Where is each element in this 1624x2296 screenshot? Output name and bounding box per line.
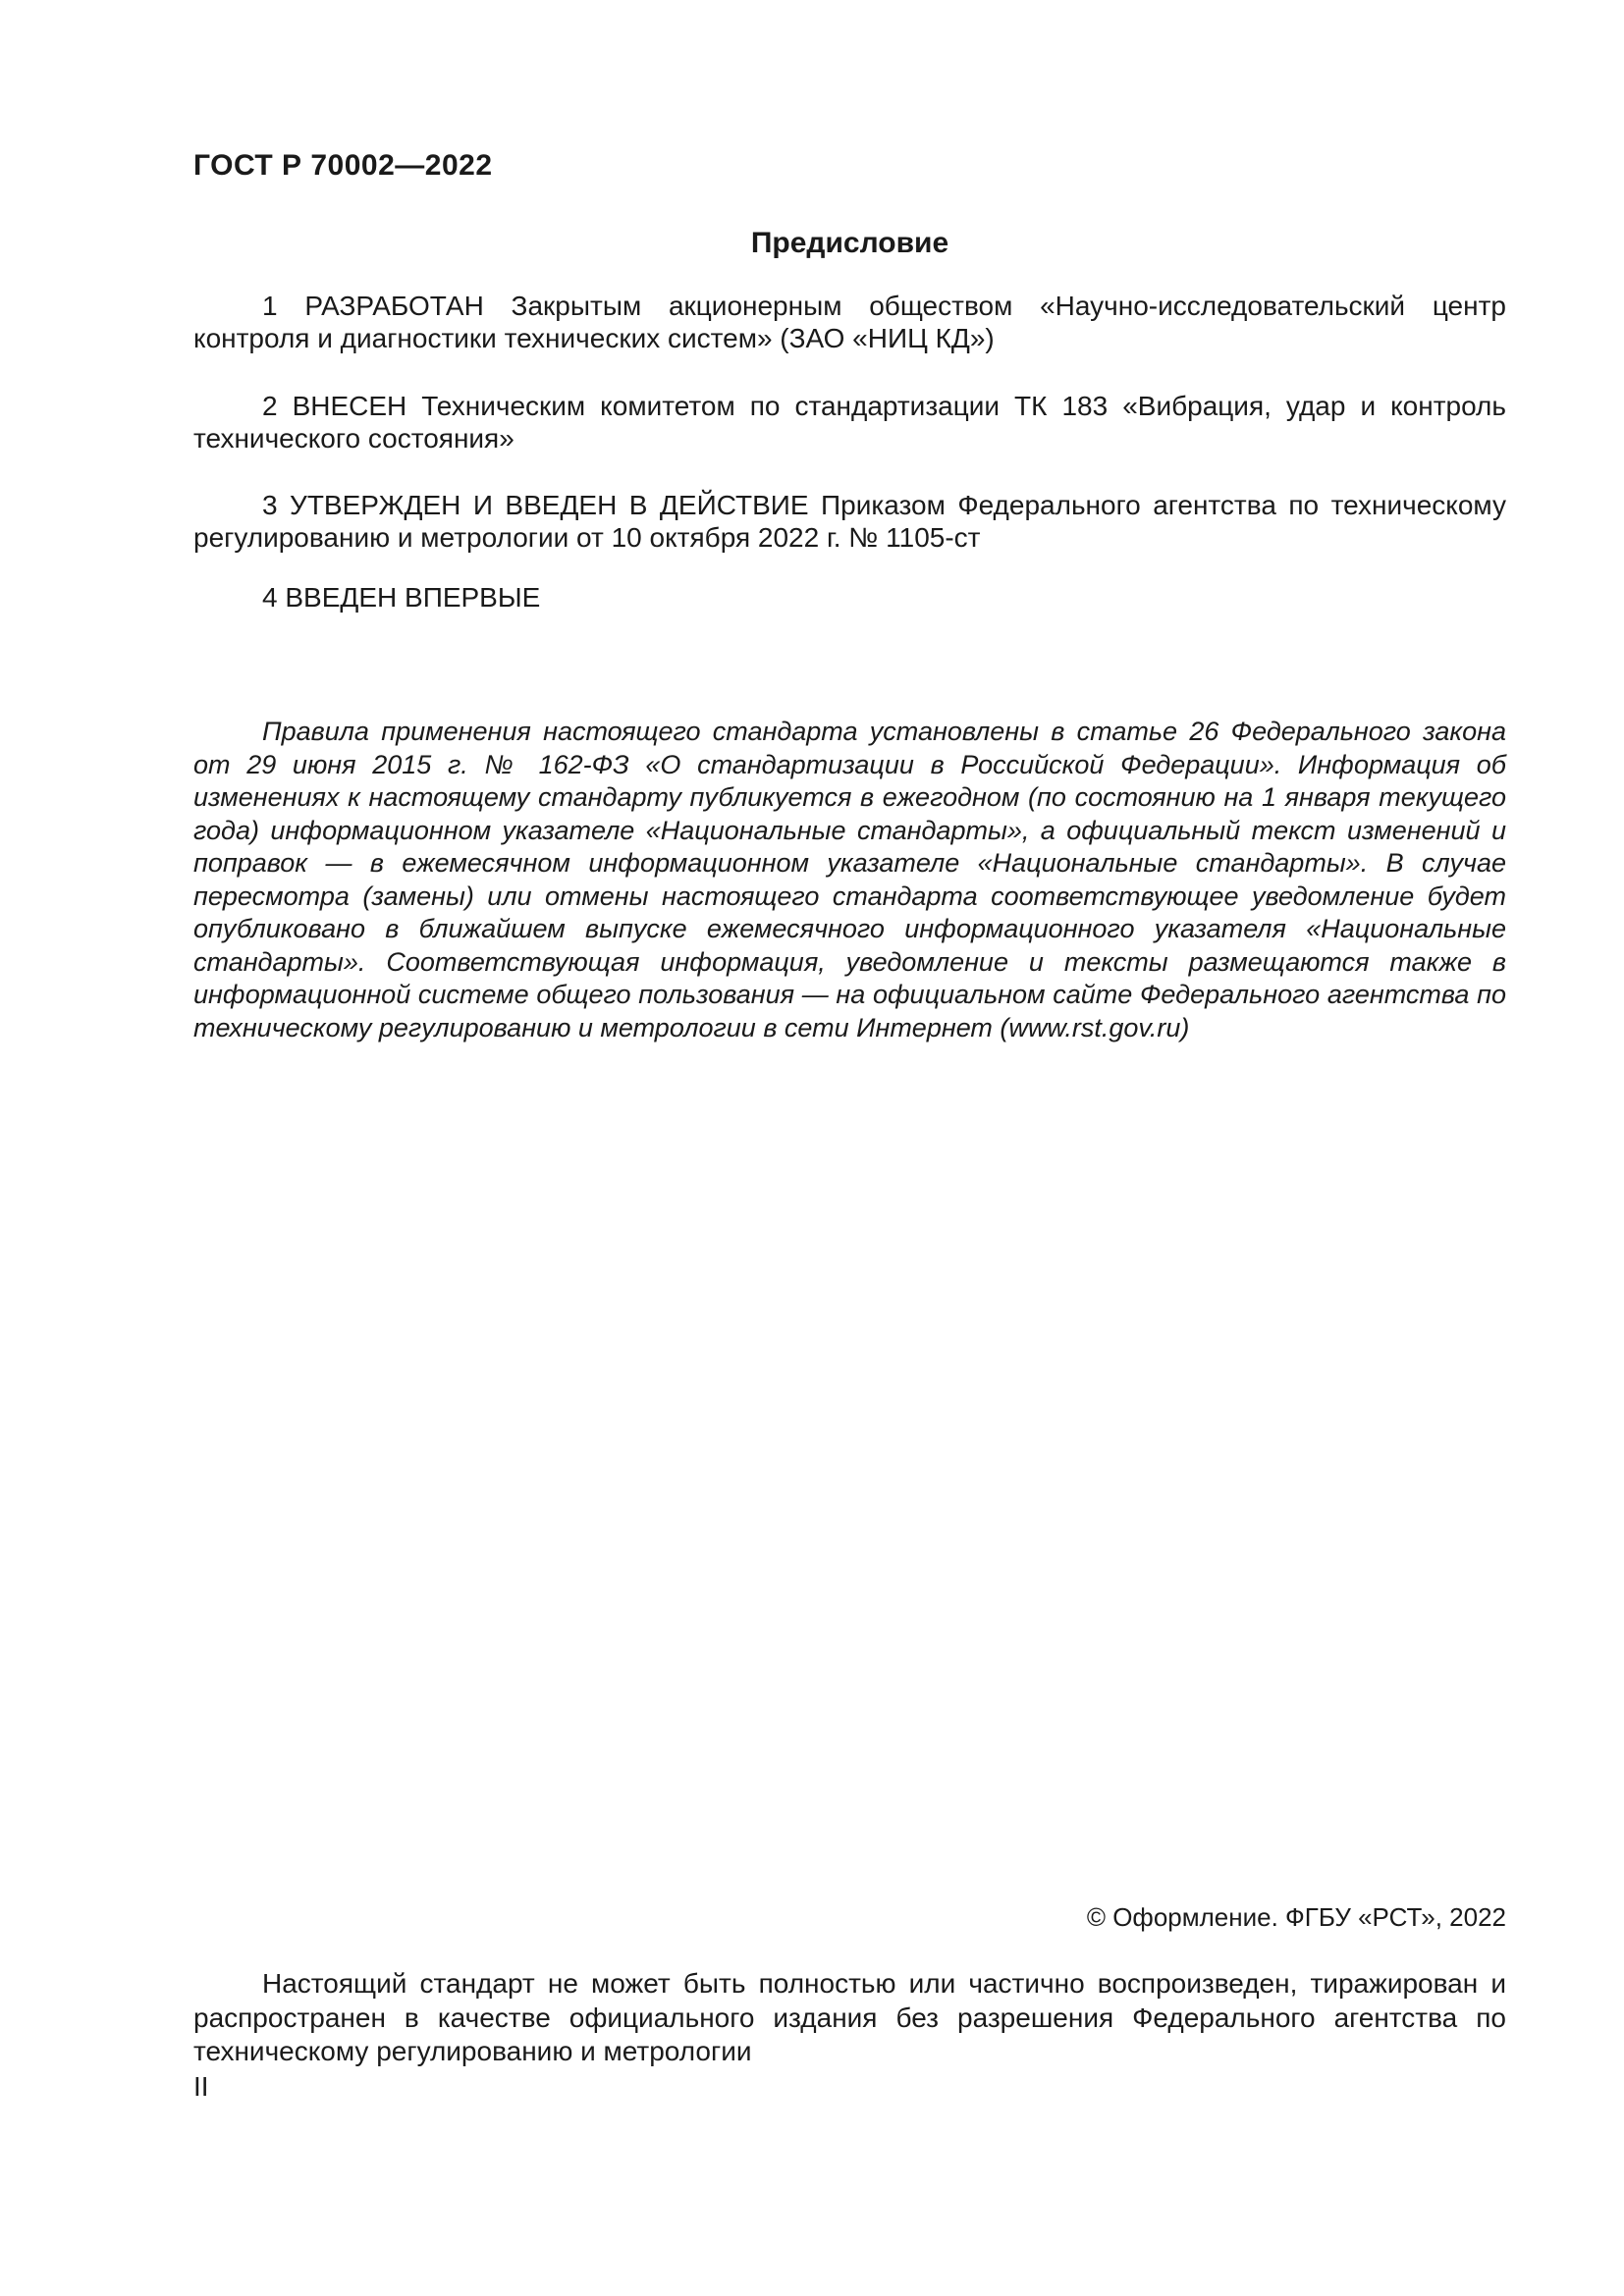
clause-first-introduced: 4 ВВЕДЕН ВПЕРВЫЕ	[262, 582, 541, 613]
document-designation: ГОСТ Р 70002—2022	[193, 149, 493, 182]
reproduction-legal-notice: Настоящий стандарт не может быть полностью или частично воспроизведен, тиражирован и распространен в качестве официального издания без разрешения Федерального агентства по техническому регулированию и метрологии	[193, 1968, 1506, 2066]
page-title: Предисловие	[750, 227, 949, 259]
copyright-notice: © Оформление. ФГБУ «РСТ», 2022	[1086, 1902, 1506, 1932]
clause-developed: 1 РАЗРАБОТАН Закрытым акционерным обществом «Научно-исследовательский центр контроля и диагностики технических систем» (ЗАО «НИЦ КД»)	[193, 291, 1506, 353]
clause-submitted: 2 ВНЕСЕН Техническим комитетом по стандартизации ТК 183 «Вибрация, удар и контроль технического состояния»	[193, 391, 1506, 454]
clause-approved: 3 УТВЕРЖДЕН И ВВЕДЕН В ДЕЙСТВИЕ Приказом Федерального агентства по техническому регулированию и метрологии от 10 октября 2022 г. № 1105-ст	[193, 490, 1506, 553]
page-number: II	[193, 2071, 209, 2102]
application-rules-notice: Правила применения настоящего стандарта установлены в статье 26 Федерального закона от 29 июня 2015 г. № 162-ФЗ «О стандартизации в Российской Федерации». Информация об изменениях к настоящему стандарту публикуется в ежегодном (по состоянию на 1 января текущего года) информационном указателе «Национальные стандарты», а официальный текст изменений и поправок — в ежемесячном информационном указателе «Национальные стандарты». В случае пересмотра (замены) или отмены настоящего стандарта соответствующее уведомление будет опубликовано в ближайшем выпуске ежемесячного информационного указателя «Национальные стандарты». Соответствующая информация, уведомление и тексты размещаются также в информационной системе общего пользования — на официальном сайте Федерального агентства по техническому регулированию и метрологии в сети Интернет (www.rst.gov.ru)	[193, 717, 1506, 1042]
